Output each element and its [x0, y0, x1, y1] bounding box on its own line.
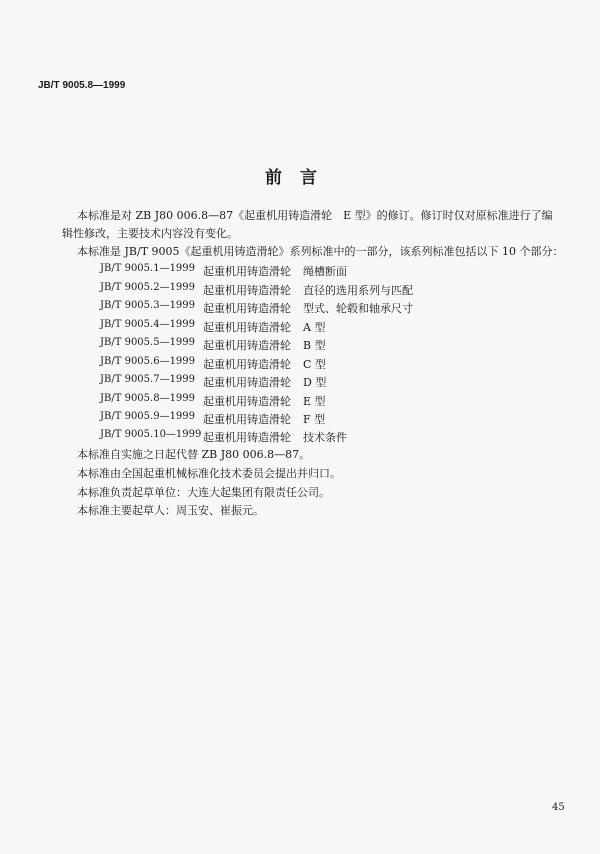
part-code: JB/T 9005.4—1999 [100, 319, 196, 330]
part-name: 起重机用铸造滑轮 [203, 376, 291, 389]
part-suffix: F 型 [303, 413, 326, 426]
part-code: JB/T 9005.8—1999 [100, 393, 196, 404]
part-name: 起重机用铸造滑轮 [203, 321, 291, 334]
page-number: 45 [552, 802, 565, 813]
part-code: JB/T 9005.2—1999 [100, 282, 196, 293]
part-suffix: 型式、轮毂和轴承尺寸 [303, 302, 413, 315]
part-code: JB/T 9005.6—1999 [100, 356, 196, 367]
closing-line: 本标准负责起草单位：大连大起集团有限责任公司。 [77, 486, 330, 499]
intro-para2: 本标准是 JB/T 9005《起重机用铸造滑轮》系列标准中的一部分，该系列标准包括以下 10 个部分： [77, 245, 564, 258]
standard-number-header: JB/T 9005.8—1999 [38, 80, 126, 91]
part-suffix: 技术条件 [303, 431, 347, 444]
part-suffix: E 型 [303, 395, 326, 408]
intro-para1-line2: 辑性修改，主要技术内容没有变化。 [62, 227, 238, 240]
intro-para1-line1: 本标准是对 ZB J80 006.8—87《起重机用铸造滑轮 E 型》的修订。修订时仅对原标准进行了编 [77, 209, 553, 222]
part-name: 起重机用铸造滑轮 [203, 265, 291, 278]
part-name: 起重机用铸造滑轮 [203, 302, 291, 315]
part-suffix: 直径的选用系列与匹配 [303, 284, 413, 297]
part-name: 起重机用铸造滑轮 [203, 395, 291, 408]
part-suffix: B 型 [303, 339, 326, 352]
part-suffix: D 型 [303, 376, 327, 389]
part-suffix: A 型 [303, 321, 326, 334]
part-name: 起重机用铸造滑轮 [203, 431, 291, 444]
part-code: JB/T 9005.1—1999 [100, 263, 196, 274]
page-title: 前言 [265, 168, 335, 188]
part-code: JB/T 9005.9—1999 [100, 411, 196, 422]
part-suffix: 绳槽断面 [303, 265, 347, 278]
part-name: 起重机用铸造滑轮 [203, 284, 291, 297]
part-code: JB/T 9005.7—1999 [100, 374, 196, 385]
part-name: 起重机用铸造滑轮 [203, 413, 291, 426]
closing-line: 本标准主要起草人：周玉安、崔振元。 [77, 504, 264, 517]
part-code: JB/T 9005.10—1999 [100, 429, 202, 440]
part-code: JB/T 9005.3—1999 [100, 300, 196, 311]
closing-line: 本标准由全国起重机械标准化技术委员会提出并归口。 [77, 467, 341, 480]
part-name: 起重机用铸造滑轮 [203, 358, 291, 371]
part-code: JB/T 9005.5—1999 [100, 337, 196, 348]
part-name: 起重机用铸造滑轮 [203, 339, 291, 352]
part-suffix: C 型 [303, 358, 326, 371]
closing-line: 本标准自实施之日起代替 ZB J80 006.8—87。 [77, 448, 311, 461]
